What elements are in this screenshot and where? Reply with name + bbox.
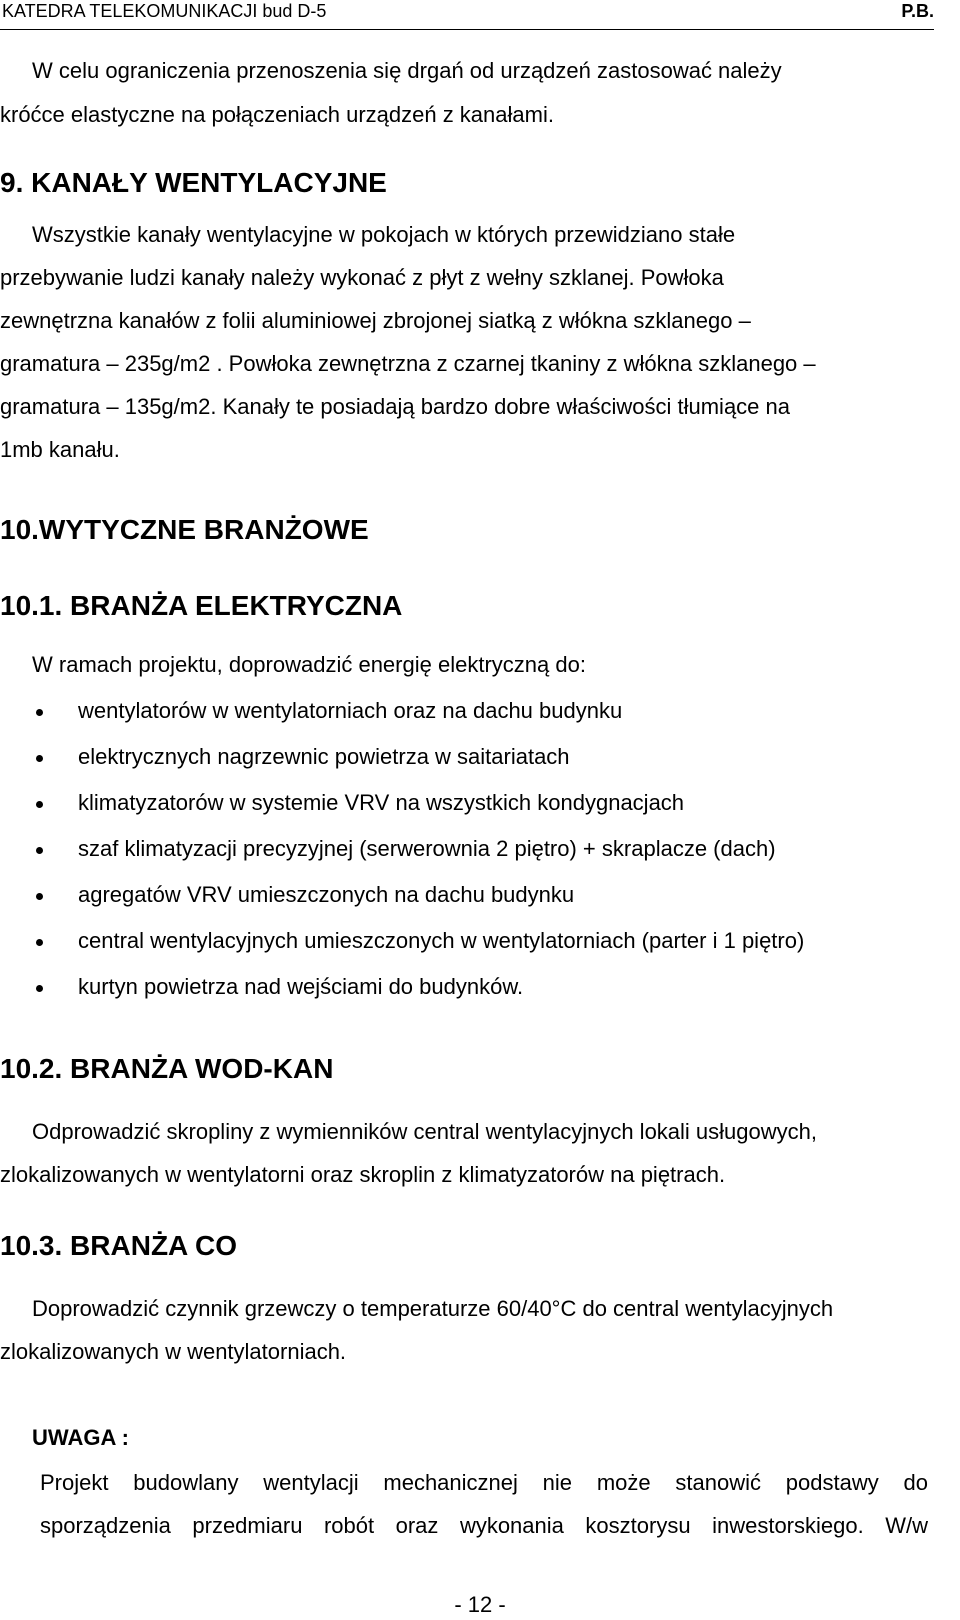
page-header [0,0,960,32]
section-9-line-6: 1mb kanału. [0,437,120,462]
section-10-3-title: 10.3. BRANŻA CO [0,1230,238,1261]
list-item-text: elektrycznych nagrzewnic powietrza w saitariatach [78,744,570,769]
intro-line-2: króćce elastyczne na połączeniach urządzeń z kanałami. [0,102,554,127]
header-department: KATEDRA TELEKOMUNIKACJI bud D-5 [2,1,327,21]
bullet-icon [36,893,43,900]
bullet-icon [36,755,43,762]
section-10-2-title: 10.2. BRANŻA WOD-KAN [0,1053,334,1084]
bullet-icon [36,709,43,716]
list-item-text: agregatów VRV umieszczonych na dachu budynku [78,882,575,907]
section-10-3-line-2: zlokalizowanych w wentylatorniach. [0,1339,347,1364]
section-10-1-intro: W ramach projektu, doprowadzić energię elektryczną do: [32,652,586,677]
intro-line-1: W celu ograniczenia przenoszenia się drgań od urządzeń zastosować należy [32,58,782,83]
list-item-text: central wentylacyjnych umieszczonych w wentylatorniach (parter i 1 piętro) [78,928,805,953]
page-number: - 12 - [454,1592,506,1617]
section-10-1-title: 10.1. BRANŻA ELEKTRYCZNA [0,590,403,621]
list-item-text: wentylatorów w wentylatorniach oraz na dachu budynku [78,698,623,723]
section-10-2-line-1: Odprowadzić skropliny z wymienników central wentylacyjnych lokali usługowych, [32,1119,817,1144]
header-divider [0,29,934,30]
section-9-line-4: gramatura – 235g/m2 . Powłoka zewnętrzna z czarnej tkaniny z włókna szklanego – [0,351,816,376]
list-item-text: szaf klimatyzacji precyzyjnej (serwerownia 2 piętro) + skraplacze (dach) [78,836,776,861]
note-line-1: Projekt budowlany wentylacji mechanicznej nie może stanowić podstawy do [40,1470,928,1495]
section-10-2-line-2: zlokalizowanych w wentylatorni oraz skroplin z klimatyzatorów na piętrach. [0,1162,726,1187]
section-9-title: 9. KANAŁY WENTYLACYJNE [0,167,387,198]
section-9-line-3: zewnętrzna kanałów z folii aluminiowej zbrojonej siatką z włókna szklanego – [0,308,751,333]
list-item-text: klimatyzatorów w systemie VRV na wszystkich kondygnacjach [78,790,685,815]
section-10-3-line-1: Doprowadzić czynnik grzewczy o temperaturze 60/40°C do central wentylacyjnych [32,1296,834,1321]
header-initials: P.B. [901,1,934,21]
note-label: UWAGA : [32,1425,129,1450]
bullet-icon [36,985,43,992]
bullet-icon [36,801,43,808]
bullet-icon [36,939,43,946]
section-10-title: 10.WYTYCZNE BRANŻOWE [0,514,369,545]
list-item-text: kurtyn powietrza nad wejściami do budynków. [78,974,524,999]
section-9-line-1: Wszystkie kanały wentylacyjne w pokojach w których przewidziano stałe [32,222,736,247]
section-9-line-2: przebywanie ludzi kanały należy wykonać z płyt z wełny szklanej. Powłoka [0,265,724,290]
bullet-icon [36,847,43,854]
section-9-line-5: gramatura – 135g/m2. Kanały te posiadają bardzo dobre właściwości tłumiące na [0,394,790,419]
note-line-2: sporządzenia przedmiaru robót oraz wykonania kosztorysu inwestorskiego. W/w [40,1513,928,1538]
